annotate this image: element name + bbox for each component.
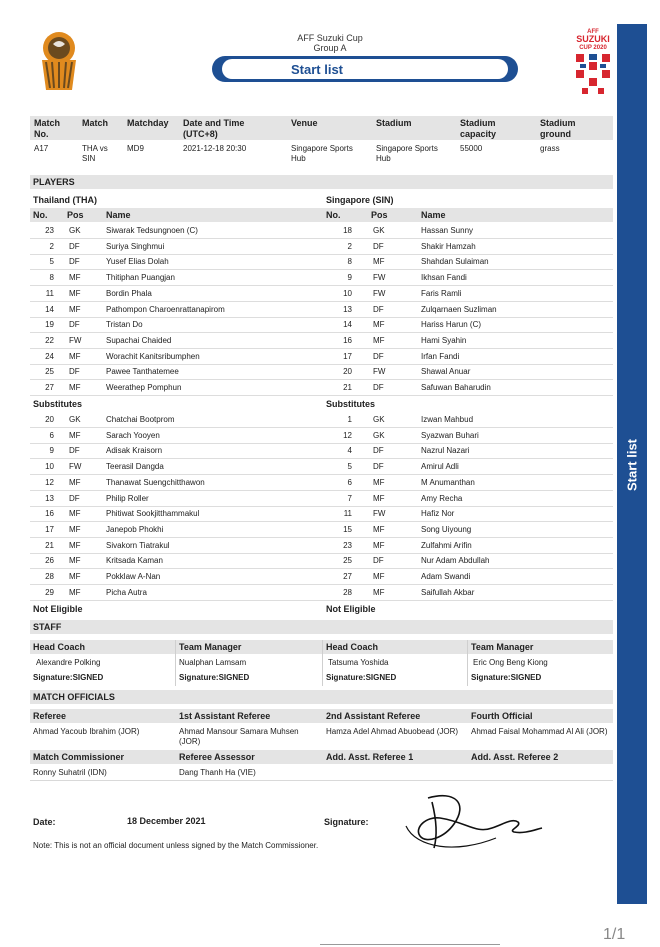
player-number: 26: [45, 556, 54, 566]
player-row: [322, 459, 613, 474]
player-position: GK: [373, 226, 385, 235]
official-role-aar2: Add. Asst. Referee 2: [471, 752, 559, 762]
val-match-no: A17: [34, 144, 49, 153]
player-name: Worachit Kanitsribumphen: [106, 351, 200, 361]
player-name: Supachai Chaided: [106, 335, 172, 345]
hdr-match: Match: [82, 118, 109, 128]
player-row: [30, 553, 322, 568]
player-number: 20: [45, 415, 54, 424]
home-col-no: No.: [33, 210, 48, 220]
player-position: DF: [373, 446, 384, 456]
players-section-bar: [30, 175, 613, 189]
player-name: Sivakorn Tiatrakul: [106, 540, 170, 550]
player-name: Adisak Kraisorn: [106, 446, 163, 456]
officials-section-title: MATCH OFFICIALS: [33, 692, 115, 702]
player-name: Pokklaw A-Nan: [106, 572, 161, 581]
player-number: 16: [343, 335, 352, 345]
cup-name: AFF Suzuki Cup: [297, 33, 363, 43]
player-row: [30, 270, 322, 285]
player-name: Siwarak Tedsungnoen (C): [106, 226, 198, 235]
official-name-referee: Ahmad Yacoub Ibrahim (JOR): [33, 727, 140, 736]
hdr-match-no: Match No.: [34, 118, 61, 139]
official-name-ar2: Hamza Adel Ahmad Abuobead (JOR): [326, 727, 459, 736]
val-match: THA vs SIN: [82, 144, 108, 163]
player-number: 28: [343, 587, 352, 597]
svg-text:AFF: AFF: [587, 29, 599, 35]
player-position: MF: [373, 493, 385, 503]
player-number: 14: [45, 304, 54, 314]
player-name: Amy Recha: [421, 493, 463, 503]
official-role-ar1: 1st Assistant Referee: [179, 711, 271, 721]
date-value: 18 December 2021: [127, 816, 206, 826]
player-number: 21: [343, 383, 352, 392]
away-subs-label: Substitutes: [326, 399, 376, 409]
player-position: MF: [373, 320, 385, 330]
player-position: DF: [69, 367, 80, 377]
player-name: Picha Autra: [106, 587, 147, 597]
player-name: Nur Adam Abdullah: [421, 556, 490, 566]
player-row: [30, 412, 322, 427]
player-number: 27: [343, 572, 352, 581]
player-name: Pathompon Charoenrattanapirom: [106, 304, 225, 314]
player-name: Teerasil Dangda: [106, 462, 164, 472]
away-col-no: No.: [326, 210, 341, 220]
player-name: Chatchai Bootprom: [106, 415, 175, 424]
staff-name-away-manager: Eric Ong Beng Kiong: [473, 658, 548, 667]
player-name: Shakir Hamzah: [421, 241, 476, 251]
player-number: 17: [343, 351, 352, 361]
player-number: 17: [45, 524, 54, 534]
player-position: MF: [69, 304, 81, 314]
player-number: 6: [347, 477, 352, 487]
player-number: 25: [45, 367, 54, 377]
player-name: Hassan Sunny: [421, 226, 474, 235]
row-divider: [30, 600, 322, 601]
player-number: 29: [45, 587, 54, 597]
official-name-fourth: Ahmad Faisal Mohammad Al Ali (JOR): [471, 727, 608, 736]
staff-signature-away-coach: Signature:SIGNED: [326, 673, 397, 682]
player-number: 6: [49, 430, 54, 440]
signature-label: Signature:: [324, 817, 369, 827]
player-position: MF: [69, 383, 81, 392]
player-position: GK: [373, 430, 385, 440]
player-row: [30, 223, 322, 238]
player-name: Safuwan Baharudin: [421, 383, 491, 392]
away-col-name: Name: [421, 210, 446, 220]
player-position: FW: [373, 509, 386, 519]
player-name: Syazwan Buhari: [421, 430, 479, 440]
player-number: 22: [45, 335, 54, 345]
official-role-fourth: Fourth Official: [471, 711, 533, 721]
player-position: FW: [69, 335, 82, 345]
player-name: Kritsada Kaman: [106, 556, 163, 566]
home-col-pos: Pos: [67, 210, 84, 220]
player-number: 12: [343, 430, 352, 440]
val-stadium-capacity: 55000: [460, 144, 483, 153]
player-position: MF: [69, 430, 81, 440]
player-row: [30, 317, 322, 332]
officials-section-bar: [30, 690, 613, 704]
player-position: MF: [69, 524, 81, 534]
player-position: MF: [373, 477, 385, 487]
player-position: MF: [69, 572, 81, 581]
player-position: MF: [373, 587, 385, 597]
staff-name-home-coach: Alexandre Polking: [36, 658, 101, 667]
player-number: 13: [45, 493, 54, 503]
player-position: FW: [69, 462, 82, 472]
hdr-stadium: Stadium: [376, 118, 412, 128]
staff-section-title: STAFF: [33, 622, 62, 632]
player-name: Pawee Tanthatemee: [106, 367, 179, 377]
player-number: 5: [49, 257, 54, 267]
player-row: [322, 270, 613, 285]
official-role-assessor: Referee Assessor: [179, 752, 255, 762]
official-role-referee: Referee: [33, 711, 67, 721]
player-position: MF: [69, 288, 81, 298]
player-row: [30, 254, 322, 269]
player-number: 10: [45, 462, 54, 472]
staff-divider-2: [322, 640, 323, 686]
player-row: [322, 553, 613, 568]
player-number: 27: [45, 383, 54, 392]
player-number: 9: [347, 273, 352, 283]
home-col-name: Name: [106, 210, 131, 220]
player-number: 15: [343, 524, 352, 534]
player-number: 2: [49, 241, 54, 251]
player-position: DF: [69, 446, 80, 456]
player-row: [322, 239, 613, 254]
players-section-title: PLAYERS: [33, 177, 75, 187]
player-number: 4: [347, 446, 352, 456]
player-number: 18: [343, 226, 352, 235]
player-row: [322, 380, 613, 395]
hdr-stadium-ground: Stadium ground: [540, 118, 576, 139]
player-number: 25: [343, 556, 352, 566]
player-name: Amirul Adli: [421, 462, 459, 472]
date-label: Date:: [33, 817, 56, 827]
player-row: [30, 506, 322, 521]
player-position: MF: [373, 572, 385, 581]
player-name: Sarach Yooyen: [106, 430, 160, 440]
home-team-name: Thailand (THA): [33, 195, 97, 205]
player-name: Shawal Anuar: [421, 367, 471, 377]
aff-suzuki-cup-2020-logo-icon: [568, 26, 618, 98]
row-divider: [30, 395, 322, 396]
player-row: [322, 569, 613, 584]
player-number: 14: [343, 320, 352, 330]
match-table-header-bg: [30, 116, 613, 140]
player-row: [322, 286, 613, 301]
away-col-pos: Pos: [371, 210, 388, 220]
row-divider: [322, 600, 613, 601]
player-position: MF: [69, 587, 81, 597]
player-name: Adam Swandi: [421, 572, 471, 581]
player-number: 23: [45, 226, 54, 235]
player-row: [322, 412, 613, 427]
val-stadium: Singapore Sports Hub: [376, 144, 438, 163]
player-row: [322, 491, 613, 506]
staff-section-bar: [30, 620, 613, 634]
player-row: [322, 254, 613, 269]
player-number: 10: [343, 288, 352, 298]
player-row: [30, 569, 322, 584]
player-number: 23: [343, 540, 352, 550]
group-label: Group A: [313, 43, 347, 53]
staff-role-home-manager: Team Manager: [179, 642, 242, 652]
player-row: [30, 522, 322, 537]
home-subs-label: Substitutes: [33, 399, 83, 409]
player-position: DF: [373, 556, 384, 566]
player-position: MF: [373, 540, 385, 550]
player-position: DF: [69, 493, 80, 503]
player-position: MF: [69, 477, 81, 487]
player-name: Song Uiyoung: [421, 524, 472, 534]
player-row: [30, 333, 322, 348]
player-row: [322, 443, 613, 458]
val-stadium-ground: grass: [540, 144, 560, 153]
player-name: Izwan Mahbud: [421, 415, 474, 424]
player-number: 21: [45, 540, 54, 550]
player-name: Thitiphan Puangjan: [106, 273, 175, 283]
player-row: [322, 538, 613, 553]
player-row: [322, 302, 613, 317]
staff-divider-3: [467, 640, 468, 686]
player-row: [322, 506, 613, 521]
player-row: [30, 491, 322, 506]
player-row: [30, 443, 322, 458]
player-number: 1: [347, 415, 352, 424]
row-divider: [322, 395, 613, 396]
player-position: DF: [69, 241, 80, 251]
official-name-ar1: Ahmad Mansour Samara Muhsen (JOR): [179, 727, 299, 746]
staff-signature-home-coach: Signature:SIGNED: [33, 673, 104, 682]
away-columns-bar: [322, 208, 613, 222]
player-position: DF: [373, 351, 384, 361]
player-row: [322, 223, 613, 238]
player-name: Hafiz Nor: [421, 509, 455, 519]
player-row: [30, 585, 322, 600]
hdr-date-time: Date and Time (UTC+8): [183, 118, 245, 139]
player-position: DF: [69, 257, 80, 267]
player-name: Bordin Phala: [106, 288, 152, 298]
player-name: Ikhsan Fandi: [421, 273, 467, 283]
player-number: 13: [343, 304, 352, 314]
player-name: Janepob Phokhi: [106, 524, 164, 534]
player-number: 8: [49, 273, 54, 283]
officials-bottom-line: [30, 780, 613, 781]
official-role-commissioner: Match Commissioner: [33, 752, 125, 762]
player-position: DF: [373, 304, 384, 314]
staff-role-away-manager: Team Manager: [471, 642, 534, 652]
staff-name-home-manager: Nualphan Lamsam: [179, 658, 247, 667]
player-position: MF: [373, 524, 385, 534]
player-name: Faris Ramli: [421, 288, 462, 298]
footer-note: Note: This is not an official document unless signed by the Match Commissioner.: [33, 841, 319, 850]
player-name: M Anumanthan: [421, 477, 475, 487]
player-name: Phitiwat Sookjitthammakul: [106, 509, 200, 519]
player-name: Yusef Elias Dolah: [106, 257, 169, 267]
player-name: Weerathep Pomphun: [106, 383, 182, 392]
hdr-venue: Venue: [291, 118, 318, 128]
player-position: MF: [69, 273, 81, 283]
player-row: [30, 459, 322, 474]
official-role-aar1: Add. Asst. Referee 1: [326, 752, 414, 762]
staff-signature-home-manager: Signature:SIGNED: [179, 673, 250, 682]
player-row: [30, 428, 322, 443]
player-number: 19: [45, 320, 54, 330]
player-number: 12: [45, 477, 54, 487]
player-row: [30, 475, 322, 490]
player-row: [322, 428, 613, 443]
player-position: MF: [373, 335, 385, 345]
official-name-assessor: Dang Thanh Ha (VIE): [179, 768, 256, 777]
player-name: Nazrul Nazari: [421, 446, 470, 456]
official-name-commissioner: Ronny Suhatril (IDN): [33, 768, 107, 777]
player-number: 5: [347, 462, 352, 472]
player-number: 24: [45, 351, 54, 361]
player-position: FW: [373, 288, 386, 298]
player-row: [30, 239, 322, 254]
player-position: DF: [373, 462, 384, 472]
page-number: 1/1: [603, 926, 626, 943]
player-row: [322, 349, 613, 364]
player-name: Philip Roller: [106, 493, 149, 503]
page-title: Start list: [290, 62, 343, 77]
player-position: MF: [69, 509, 81, 519]
player-row: [322, 522, 613, 537]
player-number: 7: [347, 493, 352, 503]
player-name: Zulqarnaen Suzliman: [421, 304, 497, 314]
val-venue: Singapore Sports Hub: [291, 144, 353, 163]
player-name: Tristan Do: [106, 320, 143, 330]
player-row: [30, 286, 322, 301]
player-position: DF: [69, 320, 80, 330]
player-position: MF: [69, 540, 81, 550]
staff-signature-away-manager: Signature:SIGNED: [471, 673, 542, 682]
player-row: [322, 475, 613, 490]
player-number: 8: [347, 257, 352, 267]
hdr-matchday: Matchday: [127, 118, 169, 128]
player-row: [30, 538, 322, 553]
player-name: Suriya Singhmui: [106, 241, 165, 251]
player-number: 9: [49, 446, 54, 456]
player-position: DF: [373, 241, 384, 251]
player-name: Thanawat Suengchitthawon: [106, 477, 205, 487]
player-position: FW: [373, 367, 386, 377]
player-position: MF: [373, 257, 385, 267]
player-row: [30, 302, 322, 317]
player-row: [322, 585, 613, 600]
player-row: [322, 364, 613, 379]
player-number: 11: [343, 509, 352, 519]
player-number: 28: [45, 572, 54, 581]
side-label: Start list: [624, 438, 640, 492]
player-number: 2: [347, 241, 352, 251]
player-row: [322, 317, 613, 332]
val-date-time: 2021-12-18 20:30: [183, 144, 247, 153]
away-team-name: Singapore (SIN): [326, 195, 394, 205]
player-row: [30, 364, 322, 379]
bottom-scan-line: [320, 944, 500, 945]
player-name: Shahdan Sulaiman: [421, 257, 489, 267]
player-name: Hami Syahin: [421, 335, 467, 345]
player-position: DF: [373, 383, 384, 392]
player-position: MF: [69, 556, 81, 566]
player-name: Hariss Harun (C): [421, 320, 482, 330]
staff-role-home-coach: Head Coach: [33, 642, 86, 652]
player-position: MF: [69, 351, 81, 361]
player-position: FW: [373, 273, 386, 283]
player-name: Saifullah Akbar: [421, 587, 475, 597]
player-row: [30, 380, 322, 395]
away-not-eligible: Not Eligible: [326, 604, 376, 614]
player-name: Zulfahmi Arifin: [421, 540, 472, 550]
player-row: [30, 349, 322, 364]
commissioner-signature-icon: [396, 788, 546, 854]
player-number: 11: [45, 288, 54, 298]
player-number: 16: [45, 509, 54, 519]
player-name: Irfan Fandi: [421, 351, 460, 361]
staff-role-away-coach: Head Coach: [326, 642, 379, 652]
svg-text:SUZUKI: SUZUKI: [576, 34, 610, 44]
player-position: GK: [69, 415, 81, 424]
player-position: GK: [373, 415, 385, 424]
player-number: 20: [343, 367, 352, 377]
svg-text:CUP 2020: CUP 2020: [579, 45, 607, 51]
staff-name-away-coach: Tatsuma Yoshida: [328, 658, 389, 667]
hdr-stadium-capacity: Stadium capacity: [460, 118, 497, 139]
val-matchday: MD9: [127, 144, 144, 153]
staff-divider-1: [175, 640, 176, 686]
home-not-eligible: Not Eligible: [33, 604, 83, 614]
player-row: [322, 333, 613, 348]
official-role-ar2: 2nd Assistant Referee: [326, 711, 421, 721]
player-position: GK: [69, 226, 81, 235]
